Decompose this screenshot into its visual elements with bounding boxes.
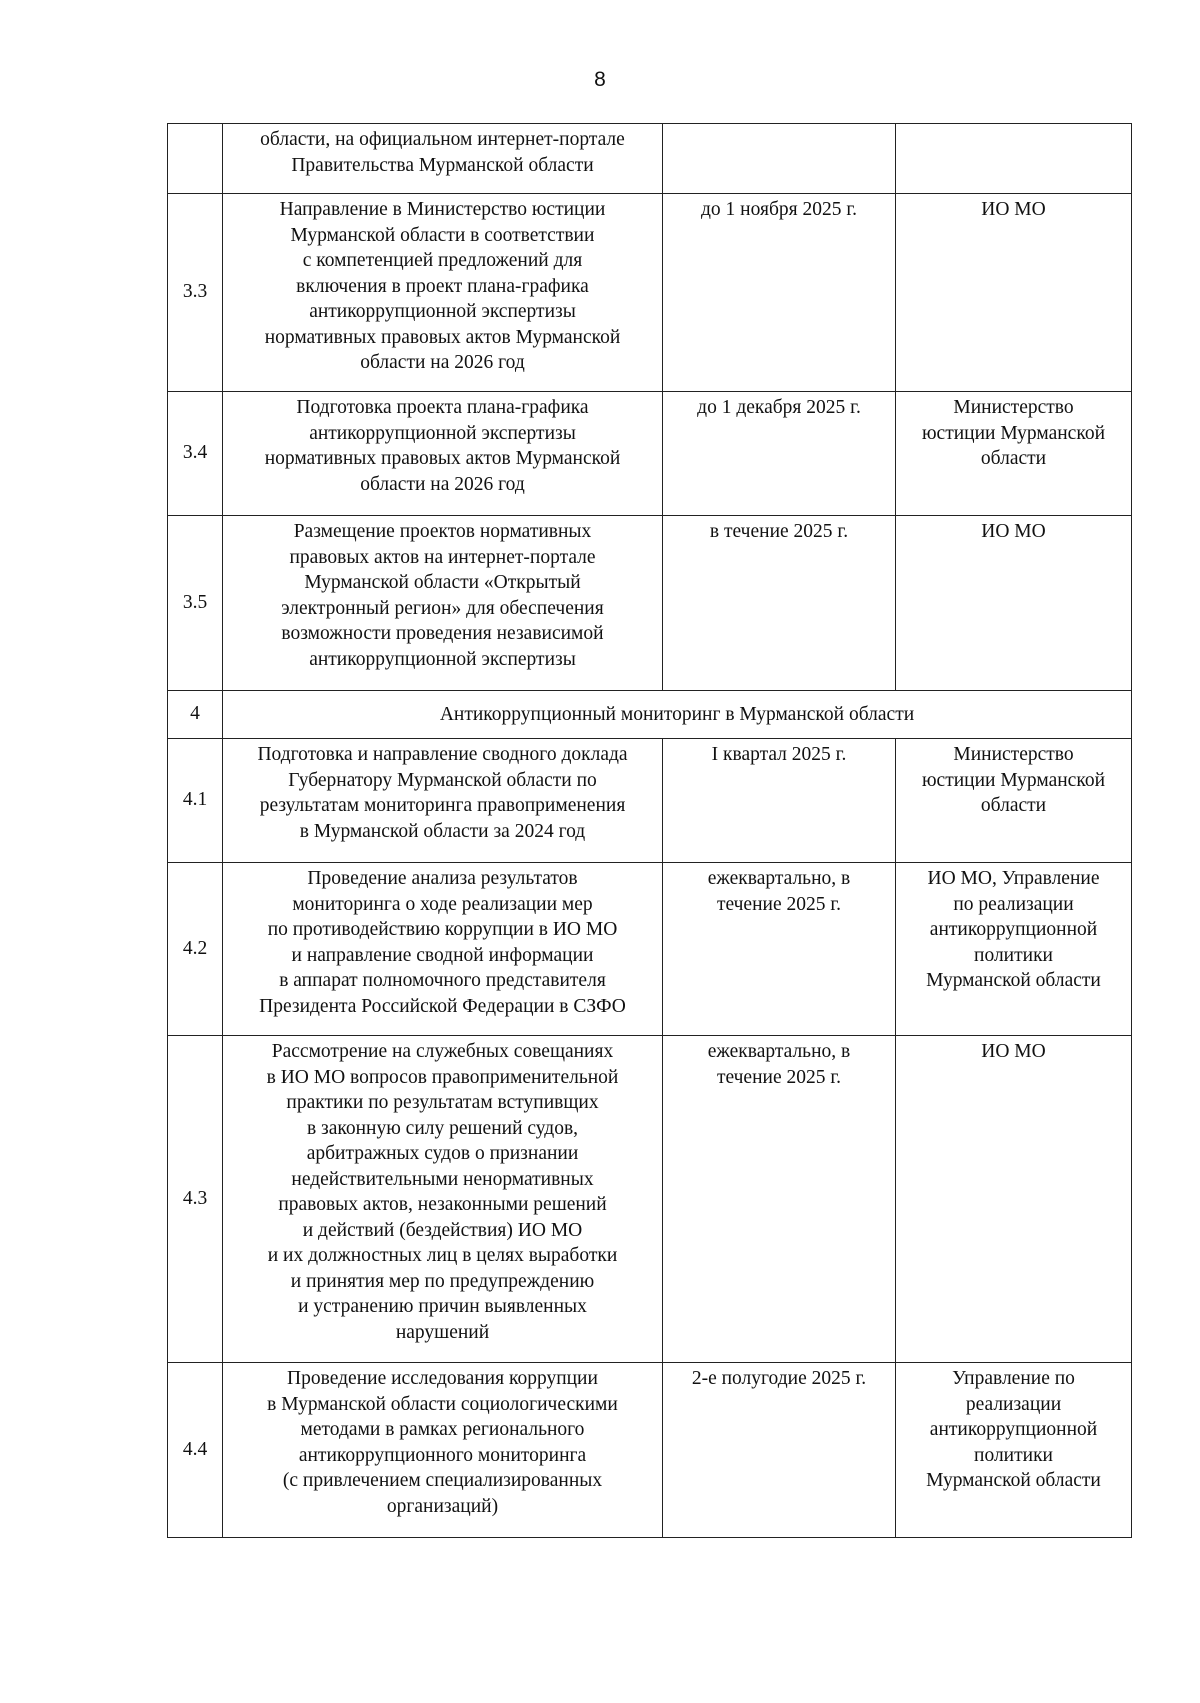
page-number: 8 [594,68,606,91]
deadline-cell: ежеквартально, в течение 2025 г. [663,1036,896,1363]
table-row [168,194,1132,392]
deadline-cell: до 1 ноября 2025 г. [663,194,896,392]
action-cell: Подготовка проекта плана-графика антикоррупционной экспертизы нормативных правовых актов Мурманской области на 2026 год [223,392,663,516]
row-number-cell: 4.3 [168,1036,223,1363]
section-header-row [168,691,1132,739]
row-number-cell: 4.2 [168,863,223,1036]
deadline-cell: в течение 2025 г. [663,516,896,691]
action-cell: Рассмотрение на служебных совещаниях в ИО МО вопросов правоприменительной практики по результатам вступивщих в законную силу решений судов, арбитражных судов о признании недействительными ненормативных правовых актов, незаконными решений и действий (бездействия) ИО МО и их должностных лиц в целях выработки и принятия мер по предупреждению и устранению причин выявленных нарушений [223,1036,663,1363]
table-row [168,516,1132,691]
responsible-cell [896,124,1132,194]
row-number-cell: 4.1 [168,739,223,863]
responsible-cell: Министерство юстиции Мурманской области [896,739,1132,863]
responsible-cell: ИО МО [896,1036,1132,1363]
responsible-cell: Управление по реализации антикоррупционной политики Мурманской области [896,1363,1132,1538]
responsible-cell: Министерство юстиции Мурманской области [896,392,1132,516]
action-cell: Проведение исследования коррупции в Мурманской области социологическими методами в рамках регионального антикоррупционного мониторинга (с привлечением специализированных организаций) [223,1363,663,1538]
table-row [168,1036,1132,1363]
row-number-cell: 4.4 [168,1363,223,1538]
action-cell: Размещение проектов нормативных правовых актов на интернет-портале Мурманской области «Открытый электронный регион» для обеспечения возможности проведения независимой антикоррупционной экспертизы [223,516,663,691]
action-plan-table [167,123,1132,1538]
deadline-cell: I квартал 2025 г. [663,739,896,863]
table-row [168,124,1132,194]
action-cell: области, на официальном интернет-портале Правительства Мурманской области [223,124,663,194]
table-row [168,392,1132,516]
row-number-cell: 3.3 [168,194,223,392]
action-cell: Направление в Министерство юстиции Мурманской области в соответствии с компетенцией предложений для включения в проект плана-графика антикоррупционной экспертизы нормативных правовых актов Мурманской области на 2026 год [223,194,663,392]
responsible-cell: ИО МО, Управление по реализации антикоррупционной политики Мурманской области [896,863,1132,1036]
row-number-cell: 3.4 [168,392,223,516]
table-row [168,739,1132,863]
deadline-cell: 2-е полугодие 2025 г. [663,1363,896,1538]
action-cell: Проведение анализа результатов мониторинга о ходе реализации мер по противодействию коррупции в ИО МО и направление сводной информации в аппарат полномочного представителя Президента Российской Федерации в СЗФО [223,863,663,1036]
responsible-cell: ИО МО [896,194,1132,392]
table-row [168,1363,1132,1538]
deadline-cell: ежеквартально, в течение 2025 г. [663,863,896,1036]
deadline-cell [663,124,896,194]
row-number-cell: 3.5 [168,516,223,691]
row-number-cell [168,124,223,194]
responsible-cell: ИО МО [896,516,1132,691]
section-number-cell: 4 [168,691,223,739]
table-row [168,863,1132,1036]
section-title: Антикоррупционный мониторинг в Мурманской области [223,691,1132,739]
deadline-cell: до 1 декабря 2025 г. [663,392,896,516]
action-cell: Подготовка и направление сводного доклада Губернатору Мурманской области по результатам мониторинга правоприменения в Мурманской области за 2024 год [223,739,663,863]
